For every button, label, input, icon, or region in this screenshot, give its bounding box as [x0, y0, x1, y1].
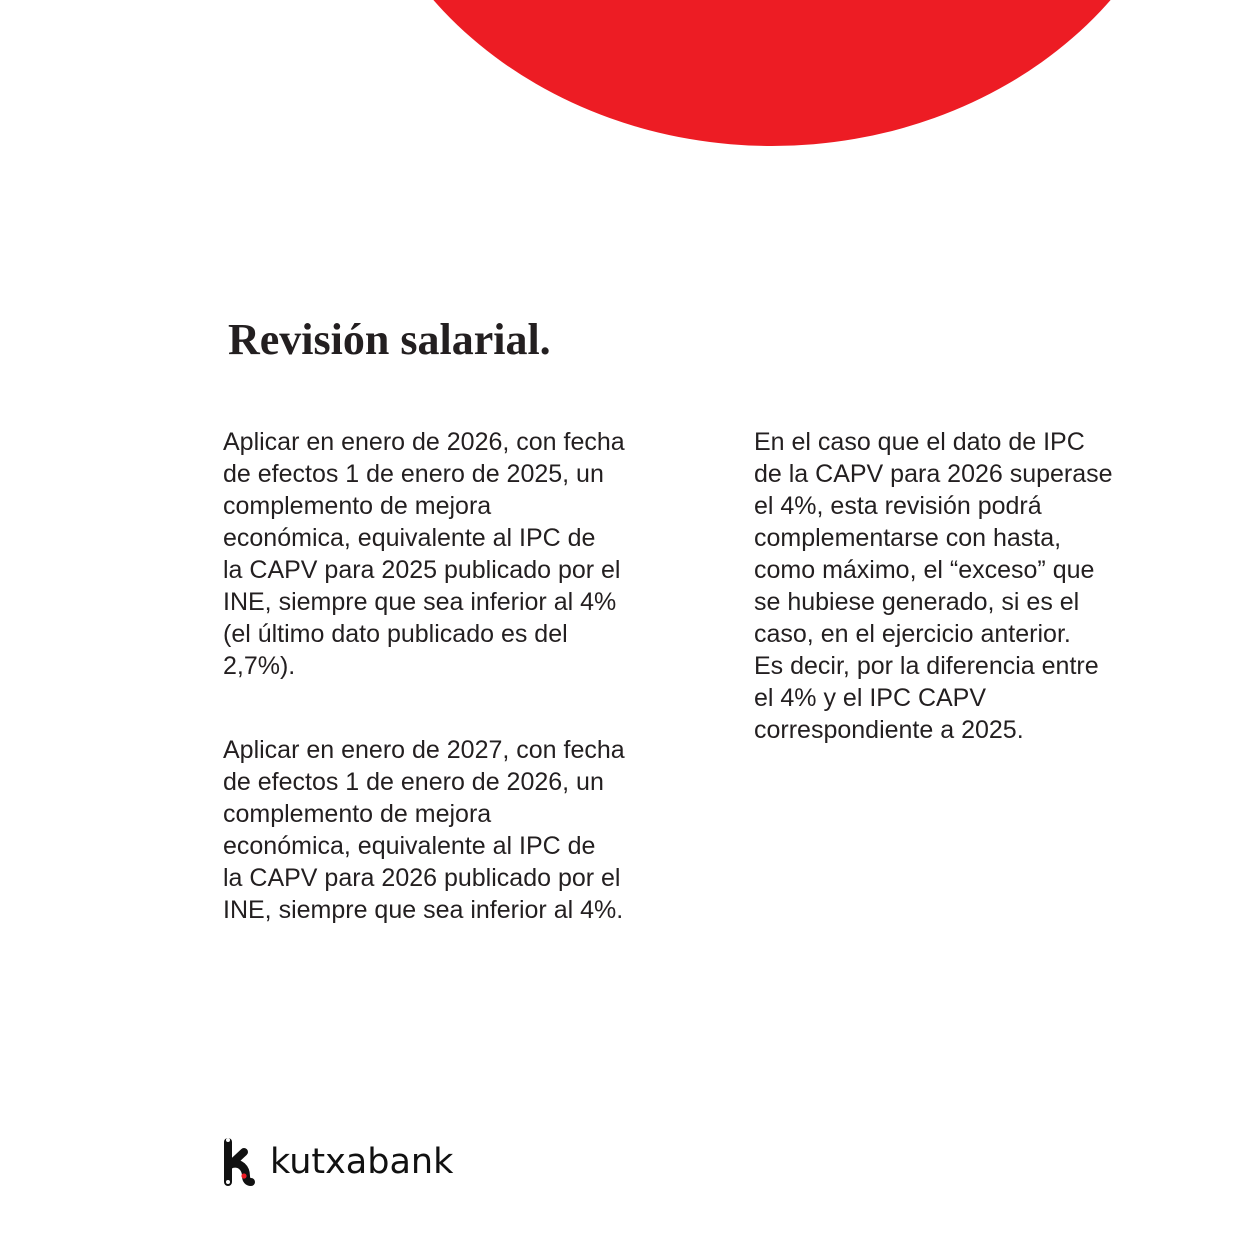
text-line: de efectos 1 de enero de 2025, un: [223, 460, 604, 488]
text-line: la CAPV para 2026 publicado por el: [223, 864, 621, 892]
kutxabank-k-logo-icon: [220, 1136, 256, 1188]
page-title: Revisión salarial.: [228, 315, 551, 364]
left-paragraph-1: [223, 426, 625, 682]
text-line: Aplicar en enero de 2027, con fecha: [223, 736, 625, 764]
text-line: complemento de mejora: [223, 492, 492, 520]
text-line: INE, siempre que sea inferior al 4%: [223, 588, 617, 616]
text-line: caso, en el ejercicio anterior.: [754, 620, 1071, 648]
text-line: se hubiese generado, si es el: [754, 588, 1080, 616]
text-line: En el caso que el dato de IPC: [754, 428, 1085, 456]
text-line: el 4%, esta revisión podrá: [754, 492, 1042, 520]
kutxabank-logo: [220, 1136, 453, 1188]
text-line: económica, equivalente al IPC de: [223, 832, 596, 860]
brand-name: kutxabank: [270, 1142, 454, 1182]
text-line: (el último dato publicado es del: [223, 620, 568, 648]
text-line: la CAPV para 2025 publicado por el: [223, 556, 621, 584]
text-line: INE, siempre que sea inferior al 4%.: [223, 896, 624, 924]
right-paragraph-1: [754, 426, 1113, 746]
decorative-red-circle: [347, 0, 1197, 146]
text-line: Aplicar en enero de 2026, con fecha: [223, 428, 625, 456]
text-line: 2,7%).: [223, 652, 296, 680]
text-line: económica, equivalente al IPC de: [223, 524, 596, 552]
text-line: el 4% y el IPC CAPV: [754, 684, 987, 712]
text-line: complemento de mejora: [223, 800, 492, 828]
text-line: de la CAPV para 2026 superase: [754, 460, 1113, 488]
left-paragraph-2: [223, 734, 625, 926]
text-line: de efectos 1 de enero de 2026, un: [223, 768, 604, 796]
text-line: correspondiente a 2025.: [754, 716, 1024, 744]
text-line: como máximo, el “exceso” que: [754, 556, 1095, 584]
text-line: complementarse con hasta,: [754, 524, 1062, 552]
text-line: Es decir, por la diferencia entre: [754, 652, 1099, 680]
